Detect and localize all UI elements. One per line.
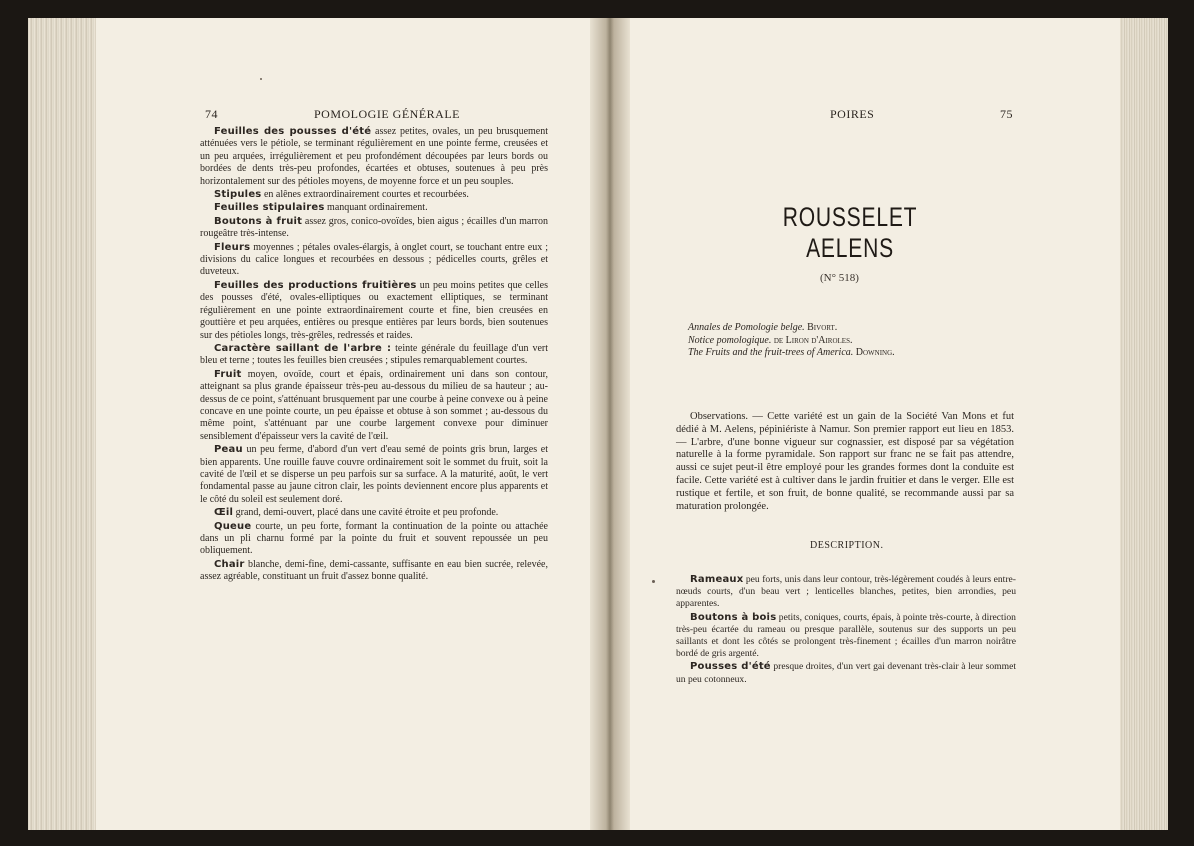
paragraph-text: un peu ferme, d'abord d'un vert d'eau semé de points gris brun, larges et bien apparents. Une rouille fauve couvre ordinairement soit le sommet du fruit, soit la cavité de l'œil et se disperse un peu parfois sur sa surface. A la maturité, août, le vert fondamental passe au jaune citron clair, les points deviennent encore plus apparents et le côté du soleil est seulement doré. (200, 444, 548, 505)
description-paragraph (200, 202, 548, 214)
description-paragraph (200, 216, 548, 241)
paragraph-term: Feuilles stipulaires (214, 202, 325, 214)
right-running-head: POIRES (830, 107, 875, 121)
description-paragraph (676, 612, 1016, 661)
left-running-head: POMOLOGIE GÉNÉRALE (314, 107, 460, 121)
paragraph-text: assez gros, conico-ovoïdes, bien aigus ; écailles d'un marron rougeâtre très-intense. (200, 215, 548, 240)
book-gutter (590, 18, 630, 830)
left-page-body (200, 126, 548, 584)
left-page-number: 74 (205, 107, 218, 121)
paragraph-text: assez petites, ovales, un peu brusquement atténuées vers le pétiole, se terminant régulièrement en une pointe ferme, creusées et un peu arquées, irrégulièrement et peu profondément découpées par leurs bords ou bordées de dents très-peu profondes, écartées et obtuses, soutenues à peu près horizontalement sur des pétioles moyens, de moyenne force et un peu souples. (200, 126, 549, 187)
paragraph-text: un peu moins petites que celles des pousses d'été, ovales-elliptiques ou exactement elliptiques, se terminant régulièrement en une pointe extraordinairement courte et fine, bien creusées en gouttière et peu arquées, entières ou presque entières par leurs bords, bien soutenues sur des pétioles longs, très-grêles, redressés et raides. (200, 279, 548, 341)
paragraph-term: Queue (214, 520, 252, 532)
reference-item: Annales de Pomologie belge. Bivort. (688, 322, 838, 333)
paragraph-text: teinte générale du feuillage d'un vert bleu et terne ; toutes les feuilles bien creusées ; stipules remarquablement courtes. (200, 342, 548, 367)
description-paragraph (676, 574, 1016, 611)
reference-item: Notice pomologique. de Liron d'Airoles. (688, 334, 853, 346)
paragraph-term: Feuilles des productions fruitières (214, 279, 417, 291)
right-page-number: 75 (1000, 107, 1013, 121)
paragraph-text: en alênes extraordinairement courtes et recourbées. (261, 189, 469, 201)
description-paragraph (200, 369, 548, 443)
observations-paragraph: Observations. — Cette variété est un gain de la Société Van Mons et fut dédié à M. Aelens, pépiniériste à Namur. Son premier rapport eut lieu en 1853. — L'arbre, d'une bonne vigueur sur cognassier, est disposé par sa végétation naturelle à la forme pyramidale. Son rapport sur franc ne se fait pas attendre, aussi ce sujet peut-il être employé pour les grandes formes dont la conduite est facile. Cette variété est à cultiver dans le jardin fruitier et dans le verger. Elle est rustique et fertile, et son fruit, de bonne qualité, se recommande aussi par sa maturation prolongée. (676, 411, 1014, 512)
paragraph-term: Chair (214, 558, 245, 570)
paragraph-text: grand, demi-ouvert, placé dans une cavité étroite et peu profonde. (233, 507, 499, 519)
paragraph-term: Fruit (214, 368, 242, 380)
paragraph-text: courte, un peu forte, formant la continuation de la pointe ou attachée dans un pli charnu formé par la pointe du fruit et souvent repoussée un peu obliquement. (200, 520, 548, 557)
paragraph-term: Boutons à bois (690, 611, 777, 623)
description-heading: DESCRIPTION. (810, 540, 884, 551)
paragraph-term: Œil (214, 507, 234, 519)
paragraph-term: Pousses d'été (690, 661, 771, 673)
description-paragraph (200, 559, 548, 584)
reference-item: The Fruits and the fruit-trees of America. Downing. (688, 347, 895, 359)
paragraph-term: Feuilles des pousses d'été (214, 126, 372, 137)
paragraph-text: petits, coniques, courts, épais, à pointe très-courte, à direction très-peu écartée du rameau ou presque parallèle, soutenus sur des supports un peu saillants et dont les côtés se prolongent très-finement ; écailles d'un marron noirâtre bordé de gris argenté. (676, 611, 1016, 660)
paragraph-term: Peau (214, 444, 243, 456)
page-edges-left (28, 18, 98, 830)
description-paragraph (200, 280, 548, 342)
page-speck (260, 78, 262, 80)
paragraph-text: blanche, demi-fine, demi-cassante, suffisante en eau bien sucrée, relevée, assez agréable, constituant un fruit d'assez bonne qualité. (200, 558, 548, 583)
paragraph-text: peu forts, unis dans leur contour, très-légèrement coudés à leurs entre-nœuds courts, d'un beau vert ; lenticelles blanches, petites, bien arrondies, peu apparentes. (676, 574, 1016, 610)
references-list (688, 322, 895, 360)
description-paragraph (200, 126, 548, 188)
page-edges-right (1120, 18, 1168, 830)
paragraph-text: moyen, ovoïde, court et épais, ordinairement uni dans son contour, atteignant sa plus grande épaisseur très-peu au-dessous du milieu de sa hauteur ; au-dessus de ce point, s'atténuant brusquement par une courbe à peine convexe ou à peine concave en une pointe courte, un peu épaisse et obtuse à son sommet ; au-dessous du même point, s'atténuant par une courbe largement convexe pour diminuer sensiblement d'épaisseur vers la cavité de l'œil. (200, 368, 548, 442)
margin-mark (652, 580, 655, 583)
description-paragraph (200, 507, 548, 519)
paragraph-term: Fleurs (214, 241, 251, 253)
paragraph-term: Boutons à fruit (214, 215, 303, 227)
description-paragraph (200, 189, 548, 201)
right-page-body (676, 574, 1016, 686)
paragraph-term: Stipules (214, 189, 262, 201)
paragraph-term: Rameaux (690, 574, 744, 585)
description-paragraph (200, 242, 548, 279)
description-paragraph (200, 343, 548, 368)
description-paragraph (200, 521, 548, 558)
variety-title: ROUSSELET AELENS (782, 202, 918, 263)
description-paragraph (200, 444, 548, 506)
paragraph-text: moyennes ; pétales ovales-élargis, à onglet court, se touchant entre eux ; divisions du calice longues et recourbées en dessous ; pédicelles courts, grêles et duveteux. (200, 241, 548, 278)
paragraph-term: Caractère saillant de l'arbre : (214, 342, 392, 354)
variety-number: (N° 518) (820, 272, 859, 284)
paragraph-text: manquant ordinairement. (324, 202, 428, 214)
description-paragraph (676, 661, 1016, 685)
paragraph-text: presque droites, d'un vert gai devenant très-clair à leur sommet un peu cotonneux. (676, 661, 1016, 685)
